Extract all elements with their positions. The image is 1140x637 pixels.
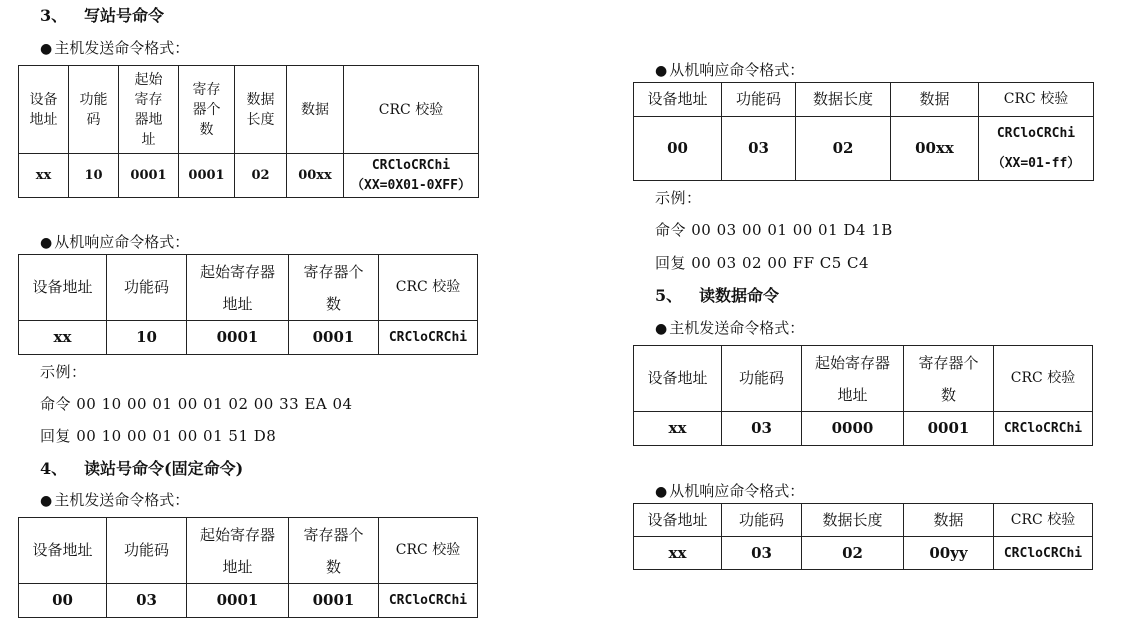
label-text: 从机响应命令格式： [54, 233, 190, 251]
bullet-icon: ● [655, 63, 668, 79]
section-title: 读数据命令 [699, 286, 780, 305]
header-cell: 寄存 器个 数 [179, 66, 235, 154]
table-row [19, 321, 478, 355]
table-row [634, 412, 1093, 446]
example-label: 示例： [40, 363, 87, 381]
header-cell: CRC 校验 [994, 504, 1093, 537]
value-cell: 02 [796, 117, 891, 181]
section-title: 写站号命令 [84, 6, 165, 25]
write-station-slave-table [18, 254, 478, 355]
section-5-heading [655, 286, 779, 306]
value-cell: xx [634, 537, 722, 570]
bullet-icon: ● [655, 321, 668, 337]
value-cell: 03 [722, 412, 802, 446]
label-text: 从机响应命令格式： [669, 61, 805, 79]
table-header-row [19, 255, 478, 321]
example-command: 命令 00 03 00 01 00 01 D4 1B [655, 221, 893, 239]
header-cell: CRC 校验 [994, 346, 1093, 412]
value-cell: 10 [107, 321, 187, 355]
value-cell: 0000 [802, 412, 904, 446]
header-cell: 功能码 [722, 83, 796, 117]
value-cell: xx [19, 321, 107, 355]
label-text: 从机响应命令格式： [669, 482, 805, 500]
header-cell: 数据 长度 [235, 66, 287, 154]
table-row [634, 117, 1094, 181]
value-cell: 0001 [179, 154, 235, 198]
table-header-row [634, 504, 1093, 537]
table-header-row [19, 66, 479, 154]
table-row [19, 584, 478, 618]
example-label: 示例： [655, 189, 702, 207]
value-cell: 00xx [891, 117, 979, 181]
header-cell: CRC 校验 [979, 83, 1094, 117]
host-format-label [655, 318, 804, 339]
bullet-icon: ● [40, 493, 53, 509]
header-cell: CRC 校验 [379, 518, 478, 584]
bullet-icon: ● [40, 235, 53, 251]
value-cell: 0001 [187, 584, 289, 618]
header-cell: 功能码 [107, 518, 187, 584]
value-cell: CRCloCRChi [379, 584, 478, 618]
value-cell: 00xx [287, 154, 344, 198]
header-cell: 设备地址 [634, 504, 722, 537]
value-cell: 03 [722, 537, 802, 570]
label-text: 主机发送命令格式： [54, 39, 190, 57]
bullet-icon: ● [40, 41, 53, 57]
value-cell: 00 [19, 584, 107, 618]
value-cell: 03 [722, 117, 796, 181]
header-cell: 设备地址 [19, 255, 107, 321]
host-format-label [40, 38, 189, 59]
example-reply: 回复 00 03 02 00 FF C5 C4 [655, 254, 870, 272]
read-data-slave-table [633, 503, 1093, 570]
table-header-row [634, 346, 1093, 412]
header-cell: 寄存器个 数 [289, 255, 379, 321]
value-cell: CRCloCRChi [994, 537, 1093, 570]
value-cell: 0001 [187, 321, 289, 355]
slave-format-label [40, 232, 189, 253]
read-station-slave-table [633, 82, 1094, 181]
value-cell: xx [634, 412, 722, 446]
label-text: 主机发送命令格式： [669, 319, 805, 337]
header-cell: CRC 校验 [379, 255, 478, 321]
header-cell: 设备地址 [634, 346, 722, 412]
label-text: 主机发送命令格式： [54, 491, 190, 509]
header-cell: 起始寄存器 地址 [187, 518, 289, 584]
header-cell: 数据 [891, 83, 979, 117]
section-title: 读站号命令(固定命令) [84, 459, 244, 478]
section-3-heading [40, 6, 164, 26]
header-cell: 功能码 [722, 504, 802, 537]
section-number: 3、 [40, 6, 68, 25]
read-data-host-table [633, 345, 1093, 446]
value-cell: 0001 [289, 321, 379, 355]
value-cell: CRCloCRChi （XX=01-ff） [979, 117, 1094, 181]
value-cell: CRCloCRChi [379, 321, 478, 355]
value-cell: xx [19, 154, 69, 198]
value-cell: 02 [235, 154, 287, 198]
value-cell: 10 [69, 154, 119, 198]
table-header-row [19, 518, 478, 584]
example-reply: 回复 00 10 00 01 00 01 51 D8 [40, 427, 277, 445]
host-format-label [40, 490, 189, 511]
value-cell: 0001 [904, 412, 994, 446]
value-cell: 03 [107, 584, 187, 618]
header-cell: 数据 [287, 66, 344, 154]
table-header-row [634, 83, 1094, 117]
value-cell: 00yy [904, 537, 994, 570]
header-cell: 功能 码 [69, 66, 119, 154]
header-cell: 起始 寄存 器地 址 [119, 66, 179, 154]
header-cell: 功能码 [722, 346, 802, 412]
header-cell: 起始寄存器 地址 [802, 346, 904, 412]
table-row [634, 537, 1093, 570]
header-cell: 寄存器个 数 [289, 518, 379, 584]
header-cell: 起始寄存器 地址 [187, 255, 289, 321]
section-number: 4、 [40, 459, 68, 478]
value-cell: 0001 [289, 584, 379, 618]
header-cell: 设备地址 [19, 518, 107, 584]
header-cell: 数据长度 [802, 504, 904, 537]
read-station-host-table [18, 517, 478, 618]
value-cell: CRCloCRChi （XX=0X01-0XFF） [344, 154, 479, 198]
value-cell: CRCloCRChi [994, 412, 1093, 446]
slave-format-label [655, 481, 804, 502]
write-station-host-table [18, 65, 479, 198]
header-cell: 设备地址 [634, 83, 722, 117]
header-cell: 寄存器个 数 [904, 346, 994, 412]
value-cell: 0001 [119, 154, 179, 198]
header-cell: 功能码 [107, 255, 187, 321]
slave-format-label [655, 60, 804, 81]
table-row [19, 154, 479, 198]
header-cell: 数据长度 [796, 83, 891, 117]
section-4-heading [40, 459, 243, 479]
section-number: 5、 [655, 286, 683, 305]
header-cell: CRC 校验 [344, 66, 479, 154]
header-cell: 数据 [904, 504, 994, 537]
example-command: 命令 00 10 00 01 00 01 02 00 33 EA 04 [40, 395, 353, 413]
value-cell: 00 [634, 117, 722, 181]
header-cell: 设备 地址 [19, 66, 69, 154]
value-cell: 02 [802, 537, 904, 570]
bullet-icon: ● [655, 484, 668, 500]
